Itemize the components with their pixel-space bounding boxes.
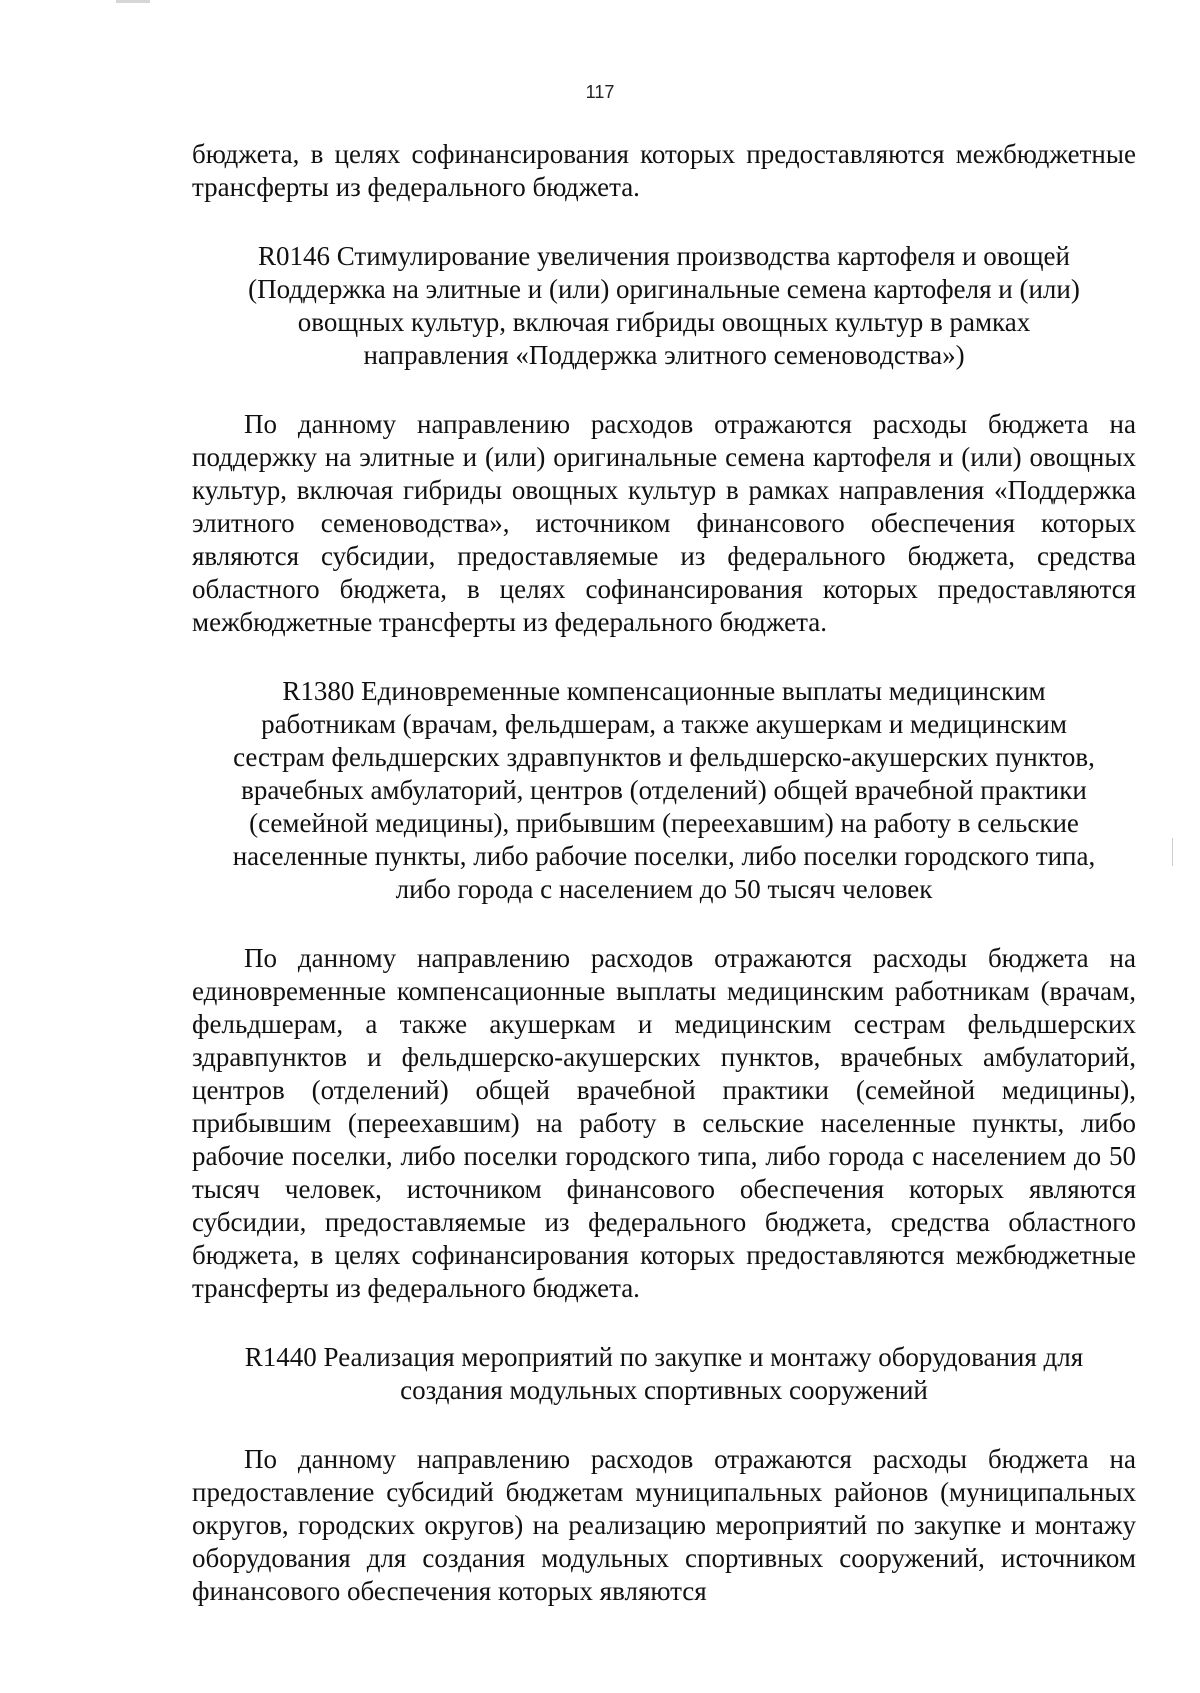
section-heading-r1440: R1440 Реализация мероприятий по закупке и монтажу оборудования для создания модульных спортивных сооружений (244, 1342, 1084, 1405)
section-heading-r1380: R1380 Единовременные компенсационные выплаты медицинским работникам (врачам, фельдшерам, а также акушеркам и медицинским сестрам фельдшерских здравпунктов и фельдшерско-акушерских пунктов, врачебных амбулаторий, центров (отделений) общей врачебной практики (семейной медицины), прибывшим (переехавшим) на работу в сельские населенные пункты, либо рабочие поселки, либо поселки городского типа, либо города с населением до 50 тысяч человек (232, 676, 1096, 904)
scan-artifact (116, 0, 150, 3)
paragraph-r1440-description: По данному направлению расходов отражаются расходы бюджета на предоставление субсидий бюджетам муниципальных районов (муниципальных округов, городских округов) на реализацию мероприятий по закупке и монтажу оборудования для создания модульных спортивных сооружений, источником финансового обеспечения которых являются (192, 1444, 1136, 1606)
spacer (192, 1305, 1136, 1341)
spacer (192, 372, 1136, 408)
scan-artifact (1172, 838, 1173, 866)
paragraph-r0146-description: По данному направлению расходов отражаются расходы бюджета на поддержку на элитные и (или) оригинальные семена картофеля и (или) овощных культур, включая гибриды овощных культур в рамках направления «Поддержка элитного семеноводства», источником финансового обеспечения которых являются субсидии, предоставляемые из федерального бюджета, средства областного бюджета, в целях софинансирования которых предоставляются межбюджетные трансферты из федерального бюджета. (192, 409, 1136, 637)
page-number: 117 (585, 82, 615, 102)
spacer (192, 639, 1136, 675)
page-content (192, 138, 1136, 1608)
spacer (192, 1407, 1136, 1443)
spacer (192, 906, 1136, 942)
section-heading-r0146: R0146 Стимулирование увеличения производства картофеля и овощей (Поддержка на элитные и (или) оригинальные семена картофеля и (или) овощных культур, включая гибриды овощных культур в рамках направления «Поддержка элитного семеноводства») (248, 241, 1080, 370)
spacer (192, 204, 1136, 240)
paragraph-continuation: бюджета, в целях софинансирования которых предоставляются межбюджетные трансферты из федерального бюджета. (192, 139, 1136, 202)
paragraph-r1380-description: По данному направлению расходов отражаются расходы бюджета на единовременные компенсационные выплаты медицинским работникам (врачам, фельдшерам, а также акушеркам и медицинским сестрам фельдшерских здравпунктов и фельдшерско-акушерских пунктов, врачебных амбулаторий, центров (отделений) общей врачебной практики (семейной медицины), прибывшим (переехавшим) на работу в сельские населенные пункты, либо рабочие поселки, либо поселки городского типа, либо города с населением до 50 тысяч человек, источником финансового обеспечения которых являются субсидии, предоставляемые из федерального бюджета, средства областного бюджета, в целях софинансирования которых предоставляются межбюджетные трансферты из федерального бюджета. (192, 943, 1136, 1303)
